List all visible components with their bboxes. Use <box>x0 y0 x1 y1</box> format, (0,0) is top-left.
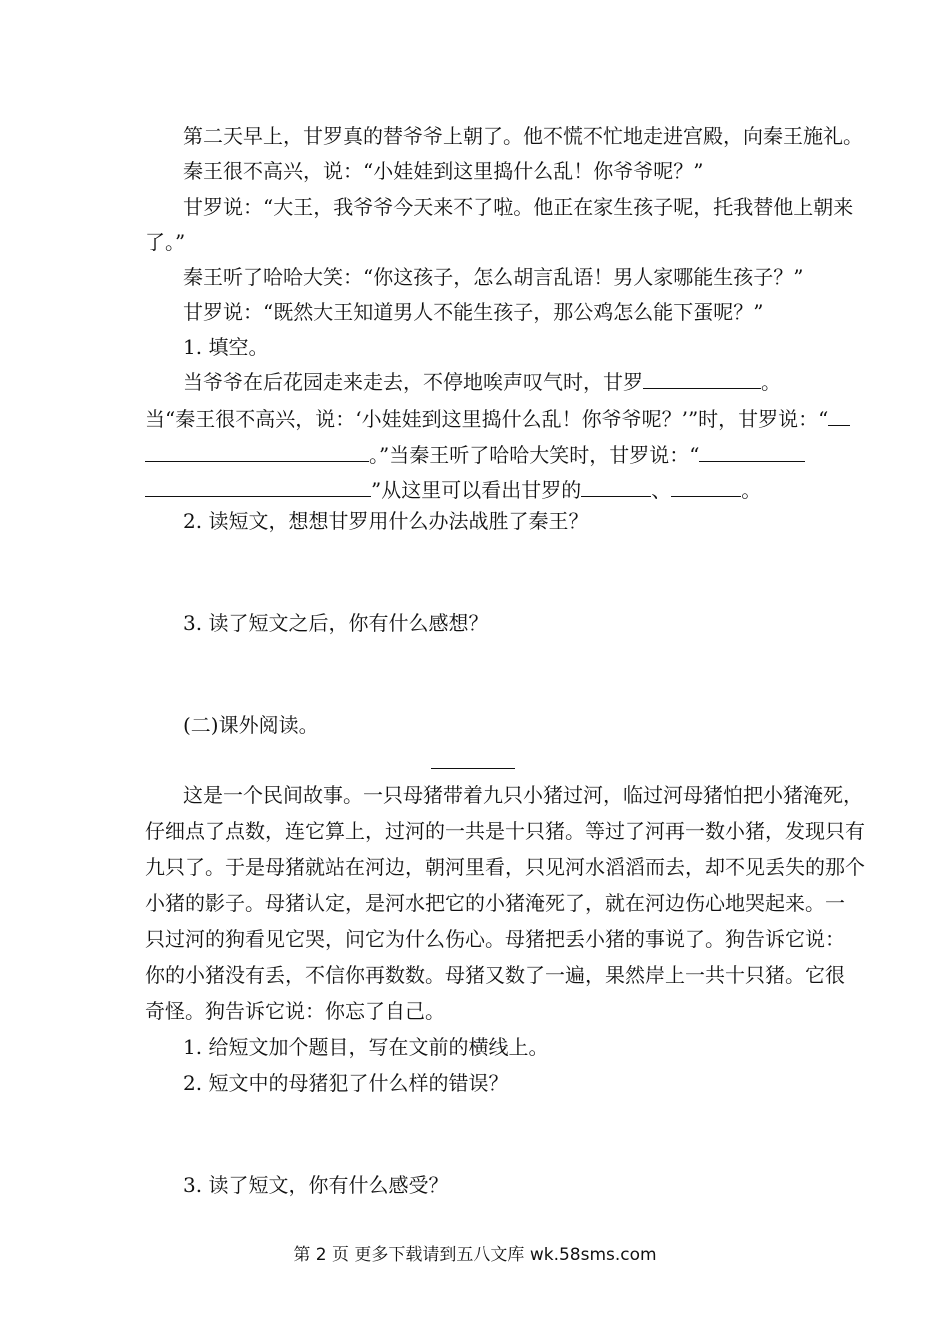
answer-blank-3[interactable] <box>145 441 369 462</box>
q1-text-a: 当爷爷在后花园走来走去，不停地唉声叹气时，甘罗 <box>183 370 643 394</box>
passage-line-3: 九只了。于是母猪就站在河边，朝河里看，只见河水滔滔而去，却不见丢失的那个 <box>145 855 865 879</box>
q1-text-b: 。 <box>761 370 781 394</box>
q1-text-d: 。”当秦王听了哈哈大笑时，甘罗说：“ <box>369 443 700 467</box>
q1-text-c: 当“秦王很不高兴，说：‘小娃娃到这里捣什么乱！你爷爷呢？’”时，甘罗说：“ <box>145 407 829 431</box>
question-2: 2. 读短文，想想甘罗用什么办法战胜了秦王？ <box>183 509 589 533</box>
story-line-6: 甘罗说：“既然大王知道男人不能生孩子，那公鸡怎么能下蛋呢？” <box>183 300 764 324</box>
passage-line-6: 你的小猪没有丢，不信你再数数。母猪又数了一遍，果然岸上一共十只猪。它很 <box>145 963 845 987</box>
answer-blank-7[interactable] <box>671 476 741 497</box>
q1-text-g: 。 <box>741 478 762 502</box>
title-blank-line[interactable] <box>431 768 515 769</box>
story-line-2: 秦王很不高兴，说：“小娃娃到这里捣什么乱！你爷爷呢？” <box>183 159 704 183</box>
passage-line-2: 仔细点了点数，连它算上，过河的一共是十只猪。等过了河再一数小猪，发现只有 <box>145 819 865 843</box>
q1-text-f: 、 <box>651 478 672 502</box>
question-1-line-1 <box>183 367 825 397</box>
page-footer: 第 2 页 更多下载请到五八文库 wk.58sms.com <box>293 1245 657 1265</box>
passage-line-1: 这是一个民间故事。一只母猪带着九只小猪过河，临过河母猪怕把小猪淹死， <box>183 783 863 807</box>
passage-line-4: 小猪的影子。母猪认定，是河水把它的小猪淹死了，就在河边伤心地哭起来。一 <box>145 891 845 915</box>
story-line-1: 第二天早上，甘罗真的替爷爷上朝了。他不慌不忙地走进宫殿，向秦王施礼。 <box>183 124 863 148</box>
section-2-question-1: 1. 给短文加个题目，写在文前的横线上。 <box>183 1035 549 1059</box>
answer-blank-1[interactable] <box>643 368 761 389</box>
section-2-question-3: 3. 读了短文，你有什么感受？ <box>183 1173 449 1197</box>
question-1-line-2 <box>145 404 829 434</box>
answer-blank-4[interactable] <box>699 441 805 462</box>
answer-blank-5[interactable] <box>145 476 371 497</box>
passage-line-7: 奇怪。狗告诉它说：你忘了自己。 <box>145 999 445 1023</box>
answer-blank-2[interactable] <box>828 405 850 426</box>
section-2-question-2: 2. 短文中的母猪犯了什么样的错误？ <box>183 1071 509 1095</box>
section-2-heading: (二)课外阅读。 <box>183 713 319 737</box>
question-3: 3. 读了短文之后，你有什么感想？ <box>183 611 489 635</box>
question-1-line-4 <box>145 475 825 505</box>
question-1-line-3 <box>145 440 825 470</box>
question-1-label: 1. 填空。 <box>183 335 269 359</box>
story-line-3: 甘罗说：“大王，我爷爷今天来不了啦。他正在家生孩子呢，托我替他上朝来 <box>183 195 854 219</box>
story-line-4: 了。” <box>145 230 186 254</box>
answer-blank-6[interactable] <box>581 476 651 497</box>
q1-text-e: ”从这里可以看出甘罗的 <box>371 478 582 502</box>
story-line-5: 秦王听了哈哈大笑：“你这孩子，怎么胡言乱语！男人家哪能生孩子？” <box>183 265 804 289</box>
passage-line-5: 只过河的狗看见它哭，问它为什么伤心。母猪把丢小猪的事说了。狗告诉它说： <box>145 927 845 951</box>
